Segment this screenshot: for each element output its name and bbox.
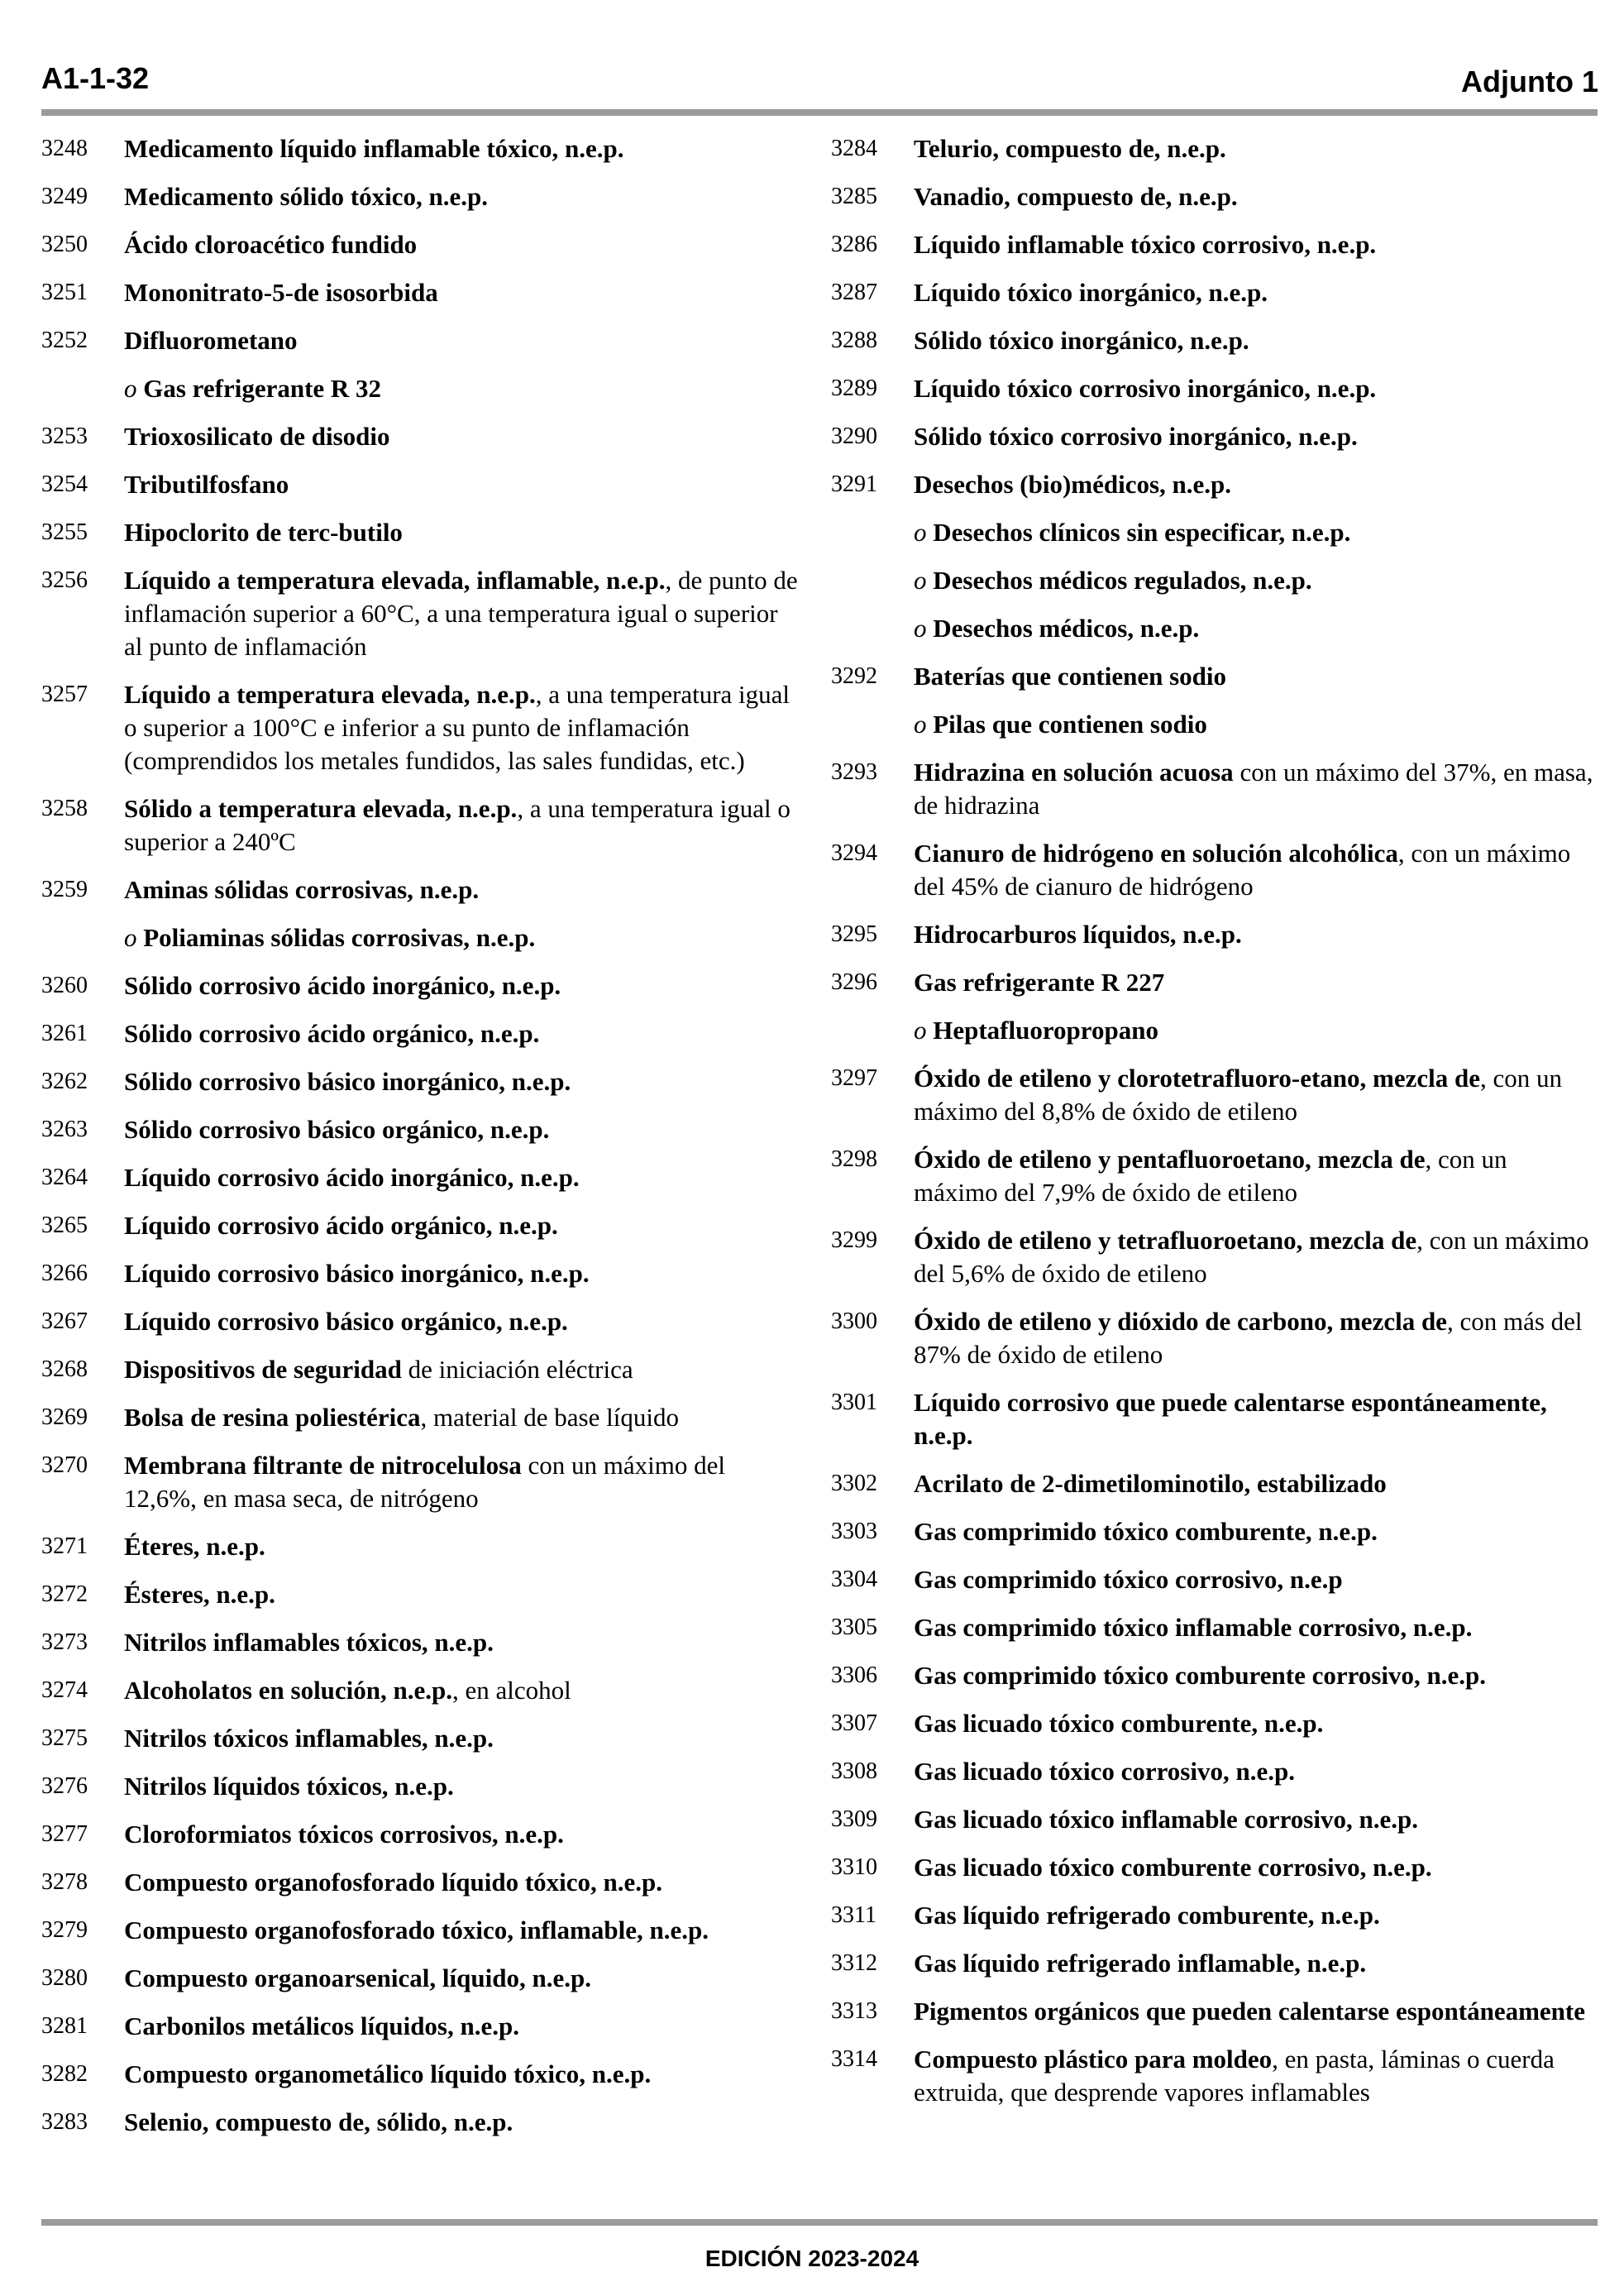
substance-name: Hipoclorito de terc-butilo bbox=[124, 518, 403, 547]
substance-name: Telurio, compuesto de, n.e.p. bbox=[914, 134, 1226, 163]
un-number: 3275 bbox=[41, 1725, 88, 1751]
un-number: 3258 bbox=[41, 796, 88, 821]
un-entry bbox=[831, 918, 1596, 951]
un-entry bbox=[41, 2106, 802, 2139]
un-number: 3265 bbox=[41, 1213, 88, 1238]
un-number: 3261 bbox=[41, 1021, 88, 1046]
un-number: 3251 bbox=[41, 280, 88, 305]
un-number: 3289 bbox=[831, 375, 877, 401]
alternative-name bbox=[831, 708, 1596, 741]
un-entry bbox=[41, 564, 802, 663]
substance-description: , con un máximo del 45% de cianuro de hidrógeno bbox=[914, 839, 1571, 901]
un-entry bbox=[41, 792, 802, 859]
un-number: 3262 bbox=[41, 1069, 88, 1094]
substance-name: Ésteres, n.e.p. bbox=[124, 1580, 275, 1609]
substance-name: Líquido corrosivo ácido orgánico, n.e.p. bbox=[124, 1211, 558, 1240]
un-number: 3253 bbox=[41, 423, 88, 449]
substance-name: Sólido corrosivo básico inorgánico, n.e.p. bbox=[124, 1067, 571, 1096]
un-number: 3286 bbox=[831, 232, 877, 257]
substance-name: Sólido corrosivo básico orgánico, n.e.p. bbox=[124, 1115, 550, 1144]
footer-rule bbox=[41, 2219, 1598, 2226]
un-number: 3248 bbox=[41, 136, 88, 161]
substance-name: Acrilato de 2-dimetilominotilo, estabilizado bbox=[914, 1469, 1387, 1498]
un-entry bbox=[831, 132, 1596, 165]
un-number: 3270 bbox=[41, 1452, 88, 1478]
substance-name: Sólido corrosivo ácido orgánico, n.e.p. bbox=[124, 1019, 540, 1048]
substance-description: , con un máximo del 7,9% de óxido de etileno bbox=[914, 1145, 1507, 1207]
un-number: 3305 bbox=[831, 1614, 877, 1640]
un-entry bbox=[41, 1353, 802, 1386]
un-number: 3306 bbox=[831, 1662, 877, 1688]
un-number: 3295 bbox=[831, 921, 877, 947]
un-number: 3301 bbox=[831, 1390, 877, 1415]
substance-name: Pigmentos orgánicos que pueden calentarse espontáneamente bbox=[914, 1997, 1585, 2026]
un-entry bbox=[41, 132, 802, 165]
alternative-text: Desechos médicos, n.e.p. bbox=[933, 614, 1200, 643]
un-entry bbox=[831, 324, 1596, 357]
alternative-name bbox=[41, 372, 802, 405]
un-entry bbox=[41, 1530, 802, 1563]
substance-name: Líquido a temperatura elevada, n.e.p. bbox=[124, 680, 536, 709]
un-entry bbox=[831, 1851, 1596, 1884]
un-entry bbox=[831, 1386, 1596, 1452]
un-entry bbox=[41, 1674, 802, 1707]
un-number: 3249 bbox=[41, 184, 88, 209]
un-number: 3260 bbox=[41, 973, 88, 998]
un-entry bbox=[831, 1707, 1596, 1740]
un-entry bbox=[831, 1611, 1596, 1644]
un-entry bbox=[831, 660, 1596, 693]
un-entry bbox=[831, 276, 1596, 309]
un-entry bbox=[41, 1914, 802, 1947]
un-entry bbox=[41, 678, 802, 777]
un-entry bbox=[41, 228, 802, 261]
un-entry bbox=[831, 228, 1596, 261]
substance-description: con un máximo del 12,6%, en masa seca, de nitrógeno bbox=[124, 1451, 725, 1513]
header-rule bbox=[41, 109, 1598, 116]
un-entry bbox=[41, 516, 802, 549]
substance-name: Óxido de etileno y tetrafluoroetano, mezcla de bbox=[914, 1226, 1417, 1255]
un-number: 3257 bbox=[41, 682, 88, 707]
substance-name: Compuesto organometálico líquido tóxico, n.e.p. bbox=[124, 2059, 652, 2088]
alternative-name bbox=[831, 1014, 1596, 1047]
un-number: 3310 bbox=[831, 1854, 877, 1880]
un-number: 3291 bbox=[831, 471, 877, 497]
substance-name: Compuesto plástico para moldeo bbox=[914, 2045, 1273, 2074]
substance-name: Mononitrato-5-de isosorbida bbox=[124, 278, 438, 307]
alternative-name bbox=[831, 564, 1596, 597]
substance-name: Líquido corrosivo que puede calentarse espontáneamente, n.e.p. bbox=[914, 1388, 1547, 1450]
un-number: 3302 bbox=[831, 1471, 877, 1496]
substance-name: Nitrilos inflamables tóxicos, n.e.p. bbox=[124, 1628, 494, 1657]
un-entry bbox=[41, 1449, 802, 1515]
substance-name: Gas líquido refrigerado inflamable, n.e.p. bbox=[914, 1949, 1367, 1978]
un-number: 3259 bbox=[41, 877, 88, 902]
un-number: 3299 bbox=[831, 1227, 877, 1253]
un-number: 3254 bbox=[41, 471, 88, 497]
un-entry bbox=[41, 324, 802, 357]
un-entry bbox=[831, 372, 1596, 405]
substance-name: Cianuro de hidrógeno en solución alcohólica bbox=[914, 839, 1398, 868]
substance-name: Baterías que contienen sodio bbox=[914, 662, 1227, 691]
substance-name: Carbonilos metálicos líquidos, n.e.p. bbox=[124, 2011, 519, 2040]
edition-footer: EDICIÓN 2023-2024 bbox=[705, 2246, 919, 2271]
substance-description: , con un máximo del 5,6% de óxido de etileno bbox=[914, 1226, 1589, 1288]
substance-name: Líquido corrosivo ácido inorgánico, n.e.p. bbox=[124, 1163, 580, 1192]
un-number: 3272 bbox=[41, 1581, 88, 1607]
un-entry bbox=[831, 1947, 1596, 1980]
alternative-name bbox=[831, 612, 1596, 645]
un-entry bbox=[41, 1818, 802, 1851]
un-entry bbox=[41, 1113, 802, 1146]
attachment-label: Adjunto 1 bbox=[1461, 65, 1598, 98]
un-entry bbox=[41, 1770, 802, 1803]
un-entry bbox=[831, 1143, 1596, 1209]
substance-description: , con un máximo del 8,8% de óxido de etileno bbox=[914, 1064, 1563, 1126]
un-number: 3282 bbox=[41, 2061, 88, 2087]
un-number: 3313 bbox=[831, 1998, 877, 2024]
alternative-text: Desechos médicos regulados, n.e.p. bbox=[933, 566, 1312, 595]
substance-name: Sólido tóxico inorgánico, n.e.p. bbox=[914, 326, 1249, 355]
alternative-text: Gas refrigerante R 32 bbox=[143, 374, 382, 403]
un-number: 3283 bbox=[41, 2109, 88, 2135]
right-column bbox=[831, 132, 1596, 2124]
alternative-prefix: o bbox=[124, 923, 137, 952]
un-number: 3294 bbox=[831, 840, 877, 866]
substance-description: , en pasta, láminas o cuerda extruida, que desprende vapores inflamables bbox=[914, 2045, 1555, 2107]
un-number: 3250 bbox=[41, 232, 88, 257]
un-number: 3271 bbox=[41, 1533, 88, 1559]
substance-name: Dispositivos de seguridad bbox=[124, 1355, 402, 1384]
substance-name: Nitrilos tóxicos inflamables, n.e.p. bbox=[124, 1724, 494, 1753]
substance-description: , material de base líquido bbox=[420, 1403, 679, 1432]
substance-name: Compuesto organoarsenical, líquido, n.e.p. bbox=[124, 1964, 591, 1992]
un-entry bbox=[41, 1257, 802, 1290]
un-entry bbox=[41, 1017, 802, 1050]
substance-name: Ácido cloroacético fundido bbox=[124, 230, 418, 259]
un-entry bbox=[41, 1161, 802, 1194]
un-entry bbox=[41, 2010, 802, 2043]
un-entry bbox=[831, 1995, 1596, 2028]
alternative-text: Desechos clínicos sin especificar, n.e.p. bbox=[933, 518, 1351, 547]
un-number: 3281 bbox=[41, 2013, 88, 2039]
un-entry bbox=[831, 2043, 1596, 2109]
un-number: 3298 bbox=[831, 1146, 877, 1172]
substance-name: Bolsa de resina poliestérica bbox=[124, 1403, 421, 1432]
substance-name: Gas licuado tóxico comburente, n.e.p. bbox=[914, 1709, 1324, 1738]
alternative-prefix: o bbox=[124, 374, 137, 403]
un-entry bbox=[831, 420, 1596, 453]
substance-description: , de punto de inflamación superior a 60°C, a una temperatura igual o superior al punto de inflamación bbox=[124, 566, 798, 661]
substance-name: Gas comprimido tóxico corrosivo, n.e.p bbox=[914, 1565, 1343, 1594]
substance-description: , a una temperatura igual o superior a 100°C e inferior a su punto de inflamación (comprendidos los metales fundidos, las sales fundidas, etc.) bbox=[124, 680, 791, 775]
substance-description: , a una temperatura igual o superior a 240ºC bbox=[124, 794, 791, 856]
substance-name: Selenio, compuesto de, sólido, n.e.p. bbox=[124, 2107, 513, 2136]
substance-name: Líquido a temperatura elevada, inflamable, n.e.p. bbox=[124, 566, 666, 595]
substance-name: Alcoholatos en solución, n.e.p. bbox=[124, 1676, 453, 1705]
un-entry bbox=[41, 1065, 802, 1098]
substance-name: Sólido a temperatura elevada, n.e.p. bbox=[124, 794, 518, 823]
un-number: 3311 bbox=[831, 1902, 876, 1928]
un-entry bbox=[41, 1626, 802, 1659]
alternative-name bbox=[831, 516, 1596, 549]
un-number: 3288 bbox=[831, 328, 877, 353]
un-number: 3278 bbox=[41, 1869, 88, 1895]
un-entry bbox=[41, 1722, 802, 1755]
substance-name: Compuesto organofosforado líquido tóxico, n.e.p. bbox=[124, 1868, 663, 1897]
un-number: 3303 bbox=[831, 1519, 877, 1544]
un-number: 3307 bbox=[831, 1710, 877, 1736]
substance-name: Sólido tóxico corrosivo inorgánico, n.e.p. bbox=[914, 422, 1358, 451]
un-number: 3308 bbox=[831, 1758, 877, 1784]
un-entry bbox=[831, 1659, 1596, 1692]
substance-description: con un máximo del 37%, en masa, de hidrazina bbox=[914, 758, 1593, 820]
substance-name: Gas líquido refrigerado comburente, n.e.p. bbox=[914, 1901, 1380, 1930]
un-number: 3300 bbox=[831, 1308, 877, 1334]
page-code: A1-1-32 bbox=[41, 61, 150, 95]
substance-name: Gas comprimido tóxico comburente, n.e.p. bbox=[914, 1517, 1378, 1546]
substance-name: Nitrilos líquidos tóxicos, n.e.p. bbox=[124, 1772, 454, 1801]
substance-name: Líquido corrosivo básico orgánico, n.e.p. bbox=[124, 1307, 568, 1336]
substance-name: Medicamento líquido inflamable tóxico, n.e.p. bbox=[124, 134, 624, 163]
left-column bbox=[41, 132, 802, 2154]
alternative-prefix: o bbox=[914, 614, 927, 643]
substance-name: Compuesto organofosforado tóxico, inflamable, n.e.p. bbox=[124, 1916, 709, 1944]
un-number: 3284 bbox=[831, 136, 877, 161]
substance-name: Vanadio, compuesto de, n.e.p. bbox=[914, 182, 1238, 211]
substance-name: Líquido tóxico inorgánico, n.e.p. bbox=[914, 278, 1268, 307]
substance-name: Gas licuado tóxico inflamable corrosivo, n.e.p. bbox=[914, 1805, 1418, 1834]
un-entry bbox=[831, 1467, 1596, 1500]
un-entry bbox=[831, 966, 1596, 999]
un-number: 3287 bbox=[831, 280, 877, 305]
un-number: 3290 bbox=[831, 423, 877, 449]
un-number: 3274 bbox=[41, 1677, 88, 1703]
alternative-text: Pilas que contienen sodio bbox=[933, 710, 1207, 739]
substance-name: Gas licuado tóxico corrosivo, n.e.p. bbox=[914, 1757, 1295, 1786]
un-entry bbox=[831, 1755, 1596, 1788]
un-number: 3309 bbox=[831, 1806, 877, 1832]
un-number: 3263 bbox=[41, 1117, 88, 1142]
substance-name: Óxido de etileno y clorotetrafluoro-etano, mezcla de bbox=[914, 1064, 1480, 1093]
substance-name: Cloroformiatos tóxicos corrosivos, n.e.p. bbox=[124, 1820, 564, 1849]
un-entry bbox=[831, 1224, 1596, 1290]
un-number: 3252 bbox=[41, 328, 88, 353]
un-number: 3255 bbox=[41, 519, 88, 545]
substance-name: Tributilfosfano bbox=[124, 470, 289, 499]
un-number: 3292 bbox=[831, 663, 877, 689]
alternative-text: Poliaminas sólidas corrosivas, n.e.p. bbox=[143, 923, 536, 952]
un-number: 3279 bbox=[41, 1917, 88, 1943]
un-entry bbox=[41, 873, 802, 906]
substance-name: Líquido inflamable tóxico corrosivo, n.e.p. bbox=[914, 230, 1377, 259]
alternative-prefix: o bbox=[914, 518, 927, 547]
un-number: 3293 bbox=[831, 759, 877, 785]
un-entry bbox=[41, 180, 802, 213]
un-entry bbox=[41, 468, 802, 501]
un-entry bbox=[41, 1962, 802, 1995]
un-number: 3312 bbox=[831, 1950, 877, 1976]
un-number: 3273 bbox=[41, 1629, 88, 1655]
un-entry bbox=[41, 1866, 802, 1899]
substance-name: Difluorometano bbox=[124, 326, 298, 355]
substance-name: Óxido de etileno y dióxido de carbono, mezcla de bbox=[914, 1307, 1447, 1336]
un-entry bbox=[41, 1401, 802, 1434]
un-entry bbox=[831, 1515, 1596, 1548]
substance-name: Líquido corrosivo básico inorgánico, n.e.p. bbox=[124, 1259, 590, 1288]
un-number: 3264 bbox=[41, 1165, 88, 1190]
un-number: 3276 bbox=[41, 1773, 88, 1799]
un-number: 3256 bbox=[41, 567, 88, 593]
substance-name: Gas comprimido tóxico comburente corrosivo, n.e.p. bbox=[914, 1661, 1486, 1690]
un-entry bbox=[831, 1899, 1596, 1932]
un-number: 3269 bbox=[41, 1404, 88, 1430]
un-number: 3285 bbox=[831, 184, 877, 209]
un-entry bbox=[41, 1578, 802, 1611]
un-entry bbox=[41, 420, 802, 453]
substance-name: Trioxosilicato de disodio bbox=[124, 422, 390, 451]
un-number: 3267 bbox=[41, 1308, 88, 1334]
substance-name: Óxido de etileno y pentafluoroetano, mezcla de bbox=[914, 1145, 1426, 1174]
un-entry bbox=[831, 468, 1596, 501]
substance-name: Gas refrigerante R 227 bbox=[914, 968, 1165, 997]
substance-name: Hidrazina en solución acuosa bbox=[914, 758, 1234, 787]
un-number: 3297 bbox=[831, 1065, 877, 1091]
un-entry bbox=[831, 1563, 1596, 1596]
substance-name: Gas comprimido tóxico inflamable corrosivo, n.e.p. bbox=[914, 1613, 1473, 1642]
un-number: 3304 bbox=[831, 1567, 877, 1592]
un-entry bbox=[831, 837, 1596, 903]
un-entry bbox=[831, 756, 1596, 822]
un-number: 3280 bbox=[41, 1965, 88, 1991]
substance-name: Aminas sólidas corrosivas, n.e.p. bbox=[124, 875, 480, 904]
substance-description: de iniciación eléctrica bbox=[401, 1355, 633, 1384]
substance-description: , con más del 87% de óxido de etileno bbox=[914, 1307, 1583, 1369]
alternative-name bbox=[41, 921, 802, 954]
un-number: 3266 bbox=[41, 1260, 88, 1286]
substance-name: Éteres, n.e.p. bbox=[124, 1532, 265, 1561]
un-number: 3268 bbox=[41, 1356, 88, 1382]
un-entry bbox=[831, 180, 1596, 213]
substance-name: Sólido corrosivo ácido inorgánico, n.e.p. bbox=[124, 971, 561, 1000]
un-entry bbox=[41, 2058, 802, 2091]
substance-name: Líquido tóxico corrosivo inorgánico, n.e.p. bbox=[914, 374, 1377, 403]
un-entry bbox=[41, 969, 802, 1002]
substance-description: , en alcohol bbox=[452, 1676, 571, 1705]
substance-name: Desechos (bio)médicos, n.e.p. bbox=[914, 470, 1232, 499]
alternative-prefix: o bbox=[914, 710, 927, 739]
un-entry bbox=[41, 1209, 802, 1242]
alternative-text: Heptafluoropropano bbox=[933, 1016, 1158, 1045]
substance-name: Gas licuado tóxico comburente corrosivo, n.e.p. bbox=[914, 1853, 1432, 1882]
un-entry bbox=[41, 276, 802, 309]
un-number: 3296 bbox=[831, 969, 877, 995]
alternative-prefix: o bbox=[914, 1016, 927, 1045]
un-number: 3314 bbox=[831, 2046, 877, 2072]
un-entry bbox=[41, 1305, 802, 1338]
substance-name: Hidrocarburos líquidos, n.e.p. bbox=[914, 920, 1242, 949]
un-entry bbox=[831, 1803, 1596, 1836]
alternative-prefix: o bbox=[914, 566, 927, 595]
substance-name: Medicamento sólido tóxico, n.e.p. bbox=[124, 182, 488, 211]
substance-name: Membrana filtrante de nitrocelulosa bbox=[124, 1451, 522, 1480]
un-entry bbox=[831, 1305, 1596, 1371]
un-entry bbox=[831, 1062, 1596, 1128]
un-number: 3277 bbox=[41, 1821, 88, 1847]
